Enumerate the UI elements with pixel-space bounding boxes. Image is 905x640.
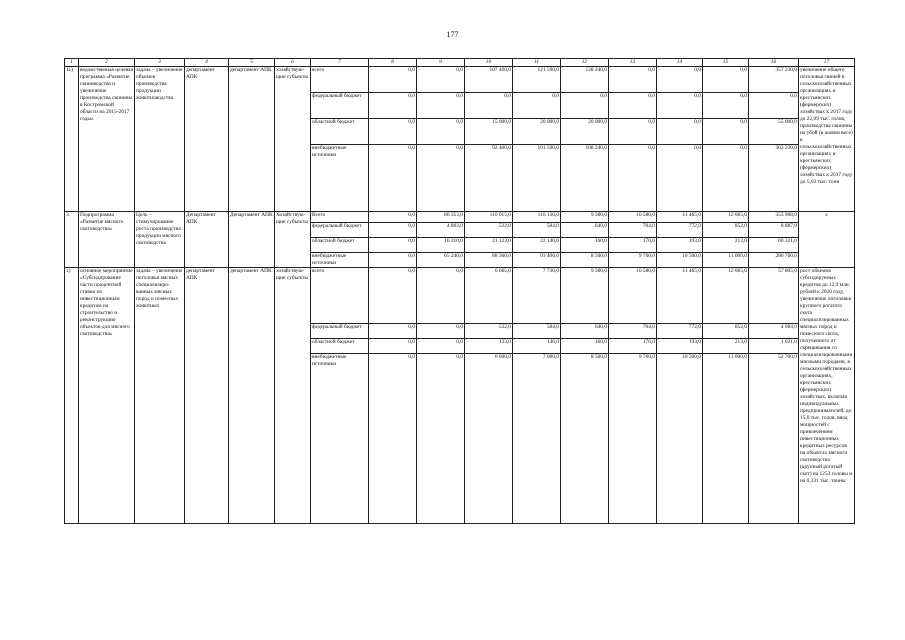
funding-source: внебюджетные источники (311, 354, 369, 524)
value-cell: 116 136,0 (513, 212, 561, 223)
value-cell: 101 590,0 (513, 145, 561, 212)
value-cell: 0,0 (513, 93, 561, 119)
value-cell: 0,0 (609, 67, 657, 93)
value-cell: 65 240,0 (417, 253, 465, 268)
co-executor: департамент АПК (229, 67, 275, 212)
value-cell: 0,0 (657, 67, 703, 93)
table-row (65, 212, 855, 223)
value-cell: 6 000,0 (465, 354, 513, 524)
value-cell: 213,0 (703, 339, 749, 354)
header-cell: 7 (311, 59, 369, 67)
value-cell: 0,0 (369, 145, 417, 212)
value-cell: 1 021,0 (749, 339, 799, 354)
value-cell: 93 406,0 (513, 253, 561, 268)
value-cell: 4 084,0 (749, 324, 799, 339)
value-cell: 146,0 (513, 339, 561, 354)
header-cell: 12 (561, 59, 609, 67)
header-cell: 16 (749, 59, 799, 67)
value-cell: 10 500,0 (657, 354, 703, 524)
value-cell: 0,0 (657, 119, 703, 145)
value-cell: 86 353,0 (417, 212, 465, 223)
value-cell: 6 665,0 (465, 268, 513, 324)
header-cell: 4 (185, 59, 229, 67)
row-number: 11) (65, 67, 79, 212)
value-cell: 772,0 (657, 223, 703, 238)
value-cell: 176,0 (609, 339, 657, 354)
value-cell: 0,0 (609, 93, 657, 119)
value-cell: 357 230,0 (749, 67, 799, 93)
value-cell: 121 590,0 (513, 67, 561, 93)
value-cell: 176,0 (609, 238, 657, 253)
value-cell: 704,0 (609, 223, 657, 238)
value-cell: 0,0 (657, 93, 703, 119)
value-cell: 0,0 (369, 324, 417, 339)
responsible-executor: департамент АПК (185, 67, 229, 212)
header-cell: 8 (369, 59, 417, 67)
value-cell: 108 240,0 (561, 145, 609, 212)
value-cell: 0,0 (609, 119, 657, 145)
value-cell: 11 465,0 (657, 212, 703, 223)
responsible-executor: Департамент АПК (185, 212, 229, 268)
program-table (64, 58, 855, 524)
value-cell: 0,0 (369, 223, 417, 238)
value-cell: 10 580,0 (609, 212, 657, 223)
value-cell: 640,0 (561, 223, 609, 238)
value-cell: 852,0 (703, 223, 749, 238)
value-cell: 11 000,0 (703, 253, 749, 268)
value-cell: 9 300,0 (561, 268, 609, 324)
value-cell: 9 300,0 (561, 212, 609, 223)
value-cell: 110 015,0 (465, 212, 513, 223)
value-cell: 12 065,0 (703, 212, 749, 223)
funding-source: федеральный бюджет (311, 93, 369, 119)
program-name: основное мероприятие «Субсидирование части процентной ставки по инвестиционным кредитам на строительство и реконструкцию объектов для мясного скотоводства» (79, 268, 135, 524)
value-cell: 193,0 (657, 339, 703, 354)
value-cell: 286 700,0 (749, 253, 799, 268)
value-cell: 8 500,0 (561, 253, 609, 268)
value-cell: 10 580,0 (609, 268, 657, 324)
table-row (65, 268, 855, 324)
funding-source: областной бюджет (311, 119, 369, 145)
value-cell: 20 000,0 (513, 119, 561, 145)
value-cell: 0,0 (657, 145, 703, 212)
funding-source: всего (311, 67, 369, 93)
page-number: 177 (446, 30, 459, 39)
value-cell: 15 000,0 (465, 119, 513, 145)
value-cell: 0,0 (369, 339, 417, 354)
value-cell: 60 321,0 (749, 238, 799, 253)
value-cell: 0,0 (369, 93, 417, 119)
value-cell: 0,0 (417, 354, 465, 524)
program-name: Подпрограмма «Развитие мясного скотоводства» (79, 212, 135, 268)
value-cell: 0,0 (609, 145, 657, 212)
value-cell: 4 803,0 (417, 223, 465, 238)
funding-source: всего (311, 268, 369, 324)
value-cell: 133,0 (465, 339, 513, 354)
value-cell: 0,0 (417, 145, 465, 212)
value-cell: 8 500,0 (561, 354, 609, 524)
row-number: 3. (65, 212, 79, 268)
value-cell: 704,0 (609, 324, 657, 339)
value-cell: 0,0 (561, 93, 609, 119)
value-cell: 52 700,0 (749, 354, 799, 524)
header-cell: 3 (135, 59, 185, 67)
funding-source: областной бюджет (311, 238, 369, 253)
value-cell: 0,0 (703, 145, 749, 212)
value-cell: 584,0 (513, 324, 561, 339)
value-cell: 0,0 (417, 93, 465, 119)
value-cell: 10 500,0 (657, 253, 703, 268)
value-cell: 0,0 (417, 268, 465, 324)
value-cell: 532,0 (465, 223, 513, 238)
value-cell: 355 908,0 (749, 212, 799, 223)
co-executor: Департамент АПК (229, 212, 275, 268)
value-cell: 21 123,0 (465, 238, 513, 253)
expected-result: рост объемов субсидируемых кредитов до 12,9 млн. рублей к 2020 году, увеличение поголовья крупного рогатого скота специализированных мясных пород и помесного скота, полученного от скрещивания со специализированными мясными породами, в сельскохозяйственных организациях, крестьянских (фермерских) хозяйствах, включая индивидуальных предпринимателей, до 15,0 тыс. голов, ввод мощностей с привлечением инвестиционных кредитных ресурсов на объектах мясного скотоводства (крупный рогатый скот) на 1253 головы и на 0,331 тыс. тонны (799, 268, 855, 524)
value-cell: 0,0 (369, 119, 417, 145)
value-cell: 160,0 (561, 238, 609, 253)
value-cell: 7 730,0 (513, 268, 561, 324)
funding-source: федеральный бюджет (311, 324, 369, 339)
program-name: ведомственная целевая программа «Развитие свиноводства и увеличение производства свинины в Костромской области на 2015-2017 годы» (79, 67, 135, 212)
expected-result: х (799, 212, 855, 268)
value-cell: 640,0 (561, 324, 609, 339)
value-cell: 302 230,0 (749, 145, 799, 212)
value-cell: 0,0 (417, 339, 465, 354)
header-cell: 9 (417, 59, 465, 67)
value-cell: 55 000,0 (749, 119, 799, 145)
co-executor: департамент АПК (229, 268, 275, 524)
value-cell: 9 700,0 (609, 253, 657, 268)
program-task: задача – увеличение объемов производства продукции животноводства (135, 67, 185, 212)
value-cell: 193,0 (657, 238, 703, 253)
header-row (65, 59, 855, 67)
header-cell: 15 (703, 59, 749, 67)
header-cell: 11 (513, 59, 561, 67)
value-cell: 0,0 (703, 67, 749, 93)
funding-source: областной бюджет (311, 339, 369, 354)
value-cell: 16 310,0 (417, 238, 465, 253)
value-cell: 0,0 (749, 93, 799, 119)
value-cell: 0,0 (369, 253, 417, 268)
value-cell: 0,0 (369, 238, 417, 253)
participants: Хозяйствую-щие субъекты (275, 212, 311, 268)
value-cell: 20 000,0 (561, 119, 609, 145)
value-cell: 11 000,0 (703, 354, 749, 524)
value-cell: 0,0 (369, 268, 417, 324)
value-cell: 22 146,0 (513, 238, 561, 253)
program-task: задача – увеличение поголовья мясных специализиро-ванных мясных пород и помесных животных (135, 268, 185, 524)
value-cell: 57 805,0 (749, 268, 799, 324)
header-cell: 5 (229, 59, 275, 67)
header-cell: 6 (275, 59, 311, 67)
program-task: Цель – стимулирование роста производства продукции мясного скотоводства (135, 212, 185, 268)
value-cell: 7 000,0 (513, 354, 561, 524)
responsible-executor: департамент АПК (185, 268, 229, 524)
value-cell: 0,0 (417, 119, 465, 145)
value-cell: 0,0 (417, 324, 465, 339)
header-cell: 10 (465, 59, 513, 67)
participants: хозяйствую-щие субъекты (275, 268, 311, 524)
value-cell: 0,0 (369, 212, 417, 223)
value-cell: 0,0 (417, 67, 465, 93)
value-cell: 12 065,0 (703, 268, 749, 324)
value-cell: 852,0 (703, 324, 749, 339)
header-cell: 14 (657, 59, 703, 67)
value-cell: 92 400,0 (465, 145, 513, 212)
value-cell: 0,0 (369, 67, 417, 93)
header-cell: 17 (799, 59, 855, 67)
value-cell: 772,0 (657, 324, 703, 339)
participants: хозяйствую-щие субъекты (275, 67, 311, 212)
header-cell: 13 (609, 59, 657, 67)
funding-source: Всего (311, 212, 369, 223)
value-cell: 107 400,0 (465, 67, 513, 93)
value-cell: 128 240,0 (561, 67, 609, 93)
expected-result: увеличение общего поголовья свиней в сельскохозяйственных организациях и крестьянских (фермерских) хозяйствах к 2017 году до 22,09 тыс. голов, производства свинины на убой (в живом весе) в сельскохозяйственных организациях и крестьянских (фермерских) хозяйствах к 2017 году до 5,03 тыс. тонн (799, 67, 855, 212)
value-cell: 584,0 (513, 223, 561, 238)
value-cell: 160,0 (561, 339, 609, 354)
value-cell: 0,0 (465, 93, 513, 119)
value-cell: 8 887,0 (749, 223, 799, 238)
value-cell: 0,0 (703, 93, 749, 119)
value-cell: 0,0 (369, 354, 417, 524)
table-row (65, 67, 855, 93)
value-cell: 0,0 (703, 119, 749, 145)
value-cell: 532,0 (465, 324, 513, 339)
value-cell: 9 700,0 (609, 354, 657, 524)
funding-source: внебюджетные источники (311, 253, 369, 268)
value-cell: 88 360,0 (465, 253, 513, 268)
row-number: 1) (65, 268, 79, 524)
header-cell: 2 (79, 59, 135, 67)
funding-source: внебюджетные источники (311, 145, 369, 212)
funding-source: федеральный бюджет (311, 223, 369, 238)
value-cell: 11 465,0 (657, 268, 703, 324)
header-cell: 1 (65, 59, 79, 67)
value-cell: 213,0 (703, 238, 749, 253)
